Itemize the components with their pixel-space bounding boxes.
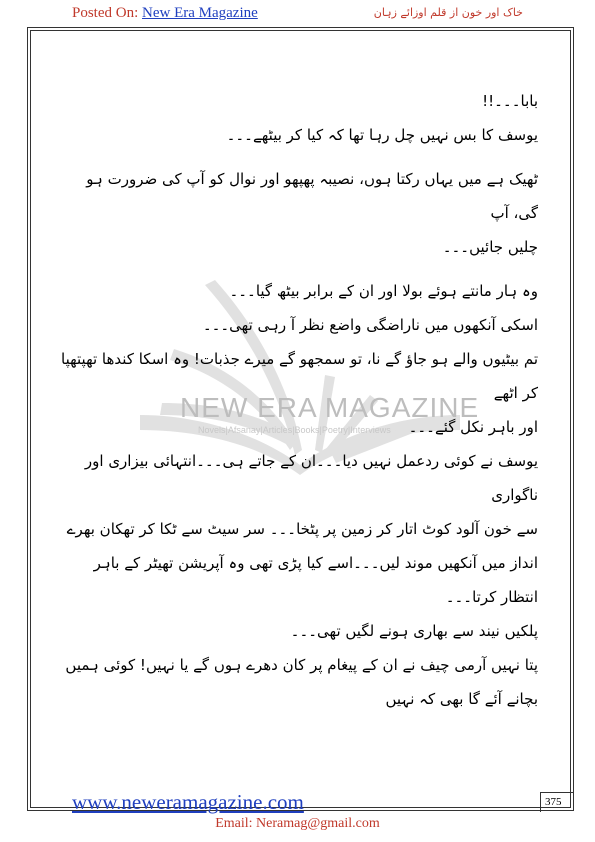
email-address: Email: Neramag@gmail.com xyxy=(215,816,380,831)
paragraph-line: اور باہر نکل گئے۔۔۔ xyxy=(408,418,538,436)
paragraph-line: چلیں جائیں۔۔۔ xyxy=(442,238,538,256)
paragraph-line: یوسف نے کوئی ردعمل نہیں دیا۔۔۔ان کے جاتے ہی۔۔۔انتہائی بیزاری اور ناگواری xyxy=(84,452,538,504)
paragraph-line: بچانے آئے گا بھی کہ نہیں xyxy=(385,690,538,708)
paragraph-line: اسکی آنکھوں میں ناراضگی واضع نظر آ رہی تھی۔۔۔ xyxy=(202,316,538,334)
paragraph-line: ٹھیک ہے میں یہاں رکتا ہوں، نصیبہ پھپھو اور نوال کو آپ کی ضرورت ہو گی، آپ xyxy=(86,170,538,222)
paragraph-line: وہ ہار مانتے ہوئے بولا اور ان کے برابر بیٹھ گیا۔۔۔ xyxy=(229,282,538,300)
paragraph-line: یوسف کا بس نہیں چل رہا تھا کہ کیا کر بیٹھے۔۔۔ xyxy=(226,126,538,144)
watermark-title: NEW ERA MAGAZINE xyxy=(180,392,480,423)
paragraph-line: پتا نہیں آرمی چیف نے ان کے پیغام پر کان دھرے ہوں گے یا نہیں! کوئی ہمیں xyxy=(65,656,538,674)
novel-title: خاک اور خون از قلم اوزائے زہان xyxy=(373,6,523,19)
paragraph-line: سے خون آلود کوٹ اتار کر زمین پر پٹخا۔۔۔ سر سیٹ سے ٹکا کر تھکان بھرے xyxy=(66,520,538,538)
website-link[interactable]: www.neweramagazine.com xyxy=(72,790,304,814)
novel-body xyxy=(60,84,538,716)
header-posted-on xyxy=(72,5,258,22)
paragraph-line: تم بیٹیوں والے ہو جاؤ گے نا، تو سمجھو گے میرے جذبات! وہ اسکا کندھا تھپتھپا کر اٹھے xyxy=(61,350,538,402)
magazine-link[interactable]: New Era Magazine xyxy=(142,5,258,21)
paragraph-line: انداز میں آنکھیں موند لیں۔۔۔اسے کیا پڑی تھی وہ آپریشن تھیٹر کے باہر انتظار کرتا۔۔۔ xyxy=(93,554,538,606)
paragraph-line: پلکیں نیند سے بھاری ہونے لگیں تھی۔۔۔ xyxy=(290,622,538,640)
posted-on-label: Posted On: xyxy=(72,5,139,21)
paragraph-line: بابا۔۔۔!! xyxy=(482,92,538,110)
page-number: 375 xyxy=(545,796,562,808)
watermark-subtitle: Novels|Afsanay|Articles|Books|Poetry|Interviews xyxy=(198,425,391,435)
